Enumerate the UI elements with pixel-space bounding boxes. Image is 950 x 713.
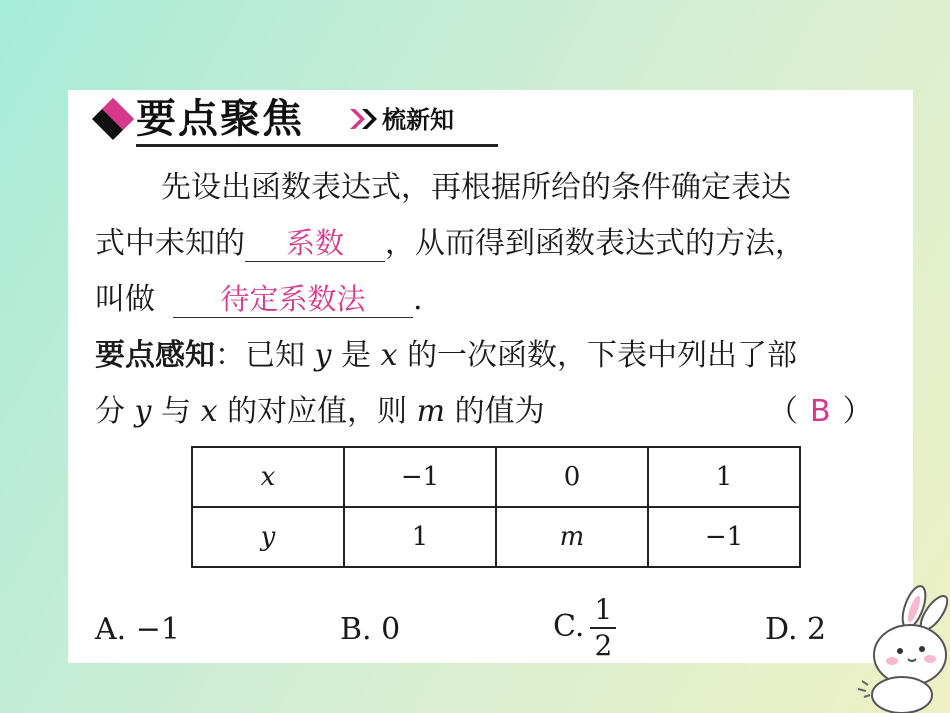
choice-a: A. −1	[95, 612, 180, 647]
answer-choice: B	[810, 394, 831, 429]
paragraph-line-2	[95, 224, 805, 264]
table-row	[192, 507, 800, 567]
answer-bracket	[768, 392, 873, 432]
choice-b: B. 0	[340, 612, 401, 647]
paragraph-line-3	[95, 280, 423, 320]
text: 已知	[245, 338, 305, 373]
text: 式中未知的	[95, 226, 245, 261]
header-underline	[136, 144, 498, 147]
text: 是	[341, 338, 372, 373]
bunny-mascot-icon	[852, 585, 950, 713]
variable-x: x	[200, 394, 218, 429]
text: 的一次函数，下表中列出了部	[407, 338, 798, 373]
paragraph-line-1: 先设出函数表达式，再根据所给的条件确定表达	[161, 170, 791, 205]
table-cell: m	[496, 507, 648, 567]
text: 叫做	[95, 282, 155, 317]
variable-m: m	[416, 394, 446, 429]
text: .	[413, 282, 423, 317]
choice-d: D. 2	[765, 612, 827, 647]
text: 分	[95, 394, 125, 429]
variable-y: y	[314, 338, 332, 373]
text: ，从而得到函数表达式的方法，	[385, 226, 805, 261]
question-line-1	[95, 336, 797, 376]
text: ：	[215, 338, 245, 373]
value-table	[191, 446, 801, 568]
table-cell: −1	[344, 447, 496, 507]
fraction	[590, 595, 616, 661]
paren-open: （	[768, 394, 798, 429]
table-cell: 1	[648, 447, 800, 507]
table-row	[192, 447, 800, 507]
table-cell: −1	[648, 507, 800, 567]
diamond-icon	[90, 96, 136, 142]
table-cell: 0	[496, 447, 648, 507]
paren-close: ）	[842, 394, 873, 429]
fill-blank-coefficient: 系数	[245, 225, 385, 262]
section-subtitle: 梳新知	[382, 106, 454, 134]
variable-x: x	[380, 338, 398, 373]
text: 的对应值，则	[227, 394, 408, 429]
table-cell: x	[192, 447, 344, 507]
choice-c	[553, 595, 616, 661]
table-cell: 1	[344, 507, 496, 567]
fraction-numerator: 1	[594, 593, 613, 626]
double-chevron-icon	[348, 107, 380, 131]
question-label: 要点感知	[95, 338, 215, 373]
section-title: 要点聚焦	[136, 96, 304, 142]
content-card	[68, 90, 913, 663]
table-cell: y	[192, 507, 344, 567]
question-line-2	[95, 392, 545, 432]
text: 的值为	[454, 394, 545, 429]
fill-blank-method: 待定系数法	[173, 281, 413, 318]
choice-c-label: C.	[553, 609, 585, 644]
section-header	[90, 94, 498, 144]
fraction-denominator: 2	[594, 629, 613, 662]
text: 与	[161, 394, 192, 429]
variable-y: y	[134, 394, 152, 429]
